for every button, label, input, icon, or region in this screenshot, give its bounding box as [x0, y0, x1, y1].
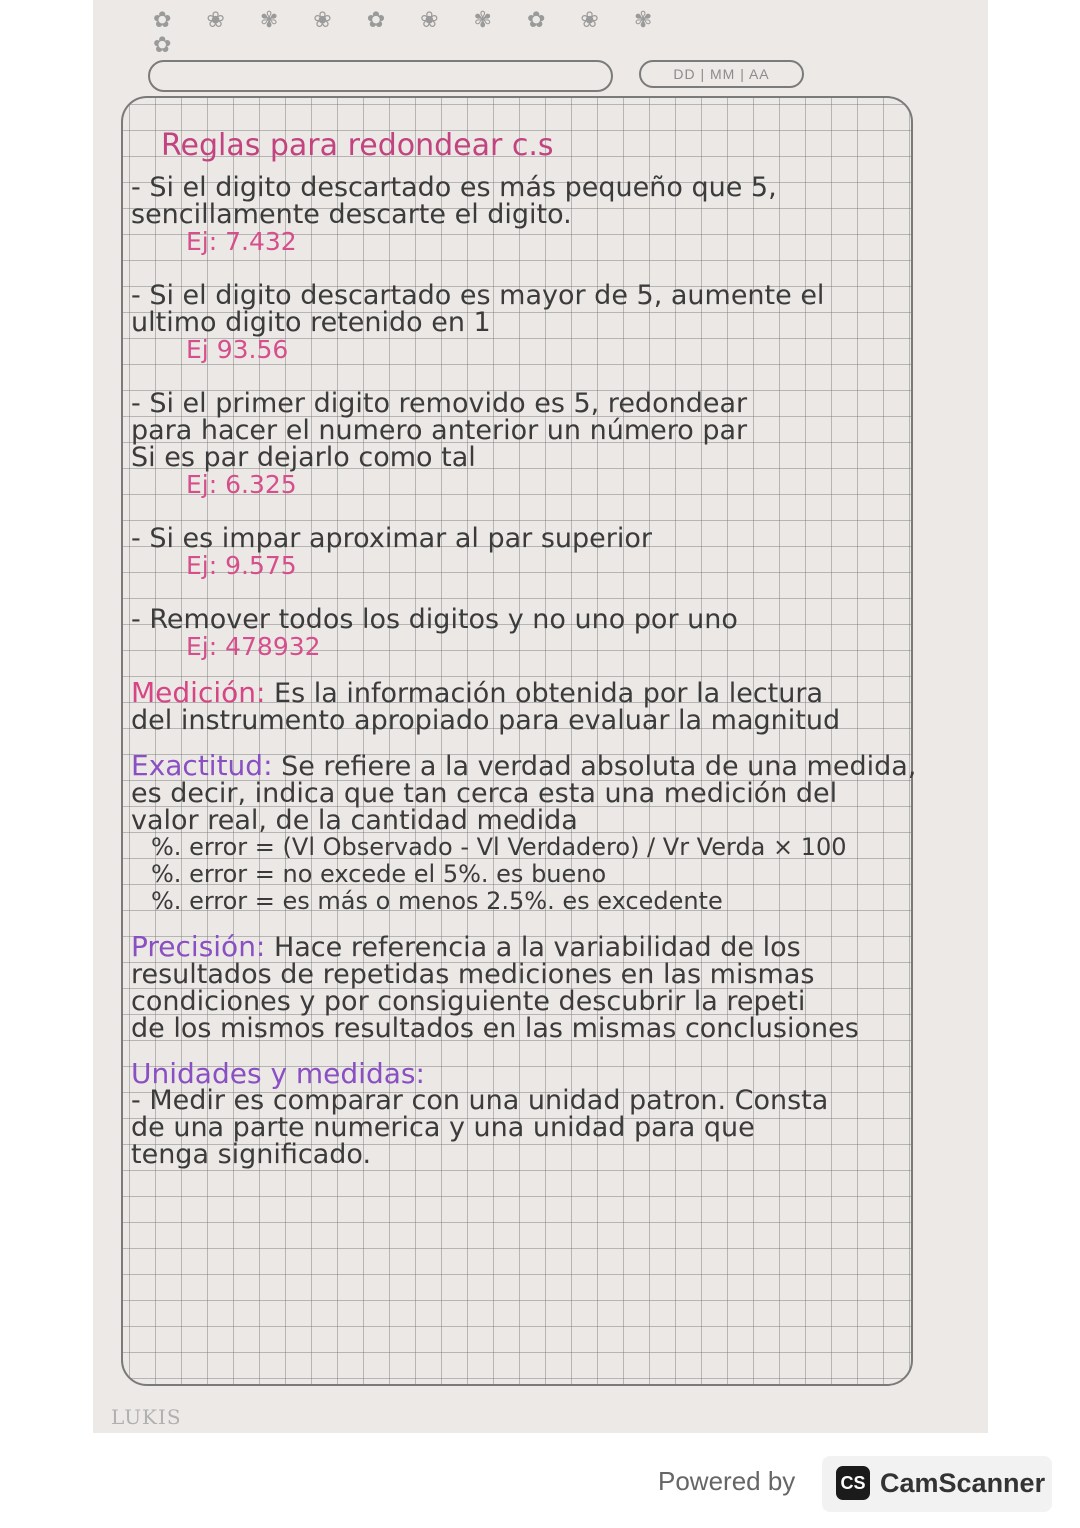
- medicion-line2: del instrumento apropiado para evaluar la magnitud: [131, 705, 841, 736]
- exactitud-line3: valor real, de la cantidad medida: [131, 805, 578, 836]
- error-excess: %. error = es más o menos 2.5%. es excedente: [151, 887, 723, 915]
- error-good: %. error = no excede el 5%. es bueno: [151, 860, 607, 888]
- flower-doodles: ✿ ❀ ✾ ❀ ✿ ❀ ✾ ✿ ❀ ✾ ✿: [153, 8, 667, 58]
- notes-title: Reglas para redondear c.s: [161, 128, 554, 163]
- camscanner-name: CamScanner: [880, 1468, 1046, 1498]
- rule1-line1: - Si el digito descartado es más pequeño que 5,: [131, 172, 777, 203]
- unidades-line3: tenga significado.: [131, 1139, 372, 1170]
- precision-term: Precisión:: [131, 930, 266, 963]
- notebook-page: [93, 0, 988, 1433]
- camscanner-logo-icon: CS: [836, 1466, 870, 1500]
- exactitud-term: Exactitud:: [131, 749, 273, 782]
- exactitud-line1: [131, 749, 917, 782]
- precision-line1: [131, 930, 911, 963]
- date-box: DD | MM | AA: [639, 60, 804, 88]
- unidades-term: Unidades y medidas:: [131, 1057, 425, 1090]
- medicion-definition: Es la información obtenida por la lectura: [265, 678, 824, 709]
- medicion-term: Medición:: [131, 676, 266, 709]
- unidades-line2: de una parte numerica y una unidad para que: [131, 1112, 755, 1143]
- rule4-example: Ej: 9.575: [186, 551, 297, 580]
- precision-line3: condiciones y por consiguiente descubrir la repeti: [131, 986, 806, 1017]
- rule4-line1: - Si es impar aproximar al par superior: [131, 523, 653, 554]
- handwritten-notes: [131, 128, 917, 1170]
- precision-line2: resultados de repetidas mediciones en las mismas: [131, 959, 815, 990]
- rule2-line2: ultimo digito retenido en 1: [131, 307, 491, 338]
- unidades-line1: - Medir es comparar con una unidad patron. Consta: [131, 1085, 829, 1116]
- rule3-line1: - Si el primer digito removido es 5, redondear: [131, 388, 748, 419]
- rule3-example: Ej: 6.325: [186, 470, 297, 499]
- title-bar-field: [148, 60, 613, 92]
- rule5-example: Ej: 478932: [186, 632, 321, 661]
- camscanner-badge[interactable]: [822, 1456, 1052, 1512]
- rule3-line3: Si es par dejarlo como tal: [131, 442, 476, 473]
- rule1-example: Ej: 7.432: [186, 227, 297, 256]
- rule1-line2: sencillamente descarte el digito.: [131, 199, 572, 230]
- rule2-line1: - Si el digito descartado es mayor de 5, aumente el: [131, 280, 825, 311]
- precision-line4: de los mismos resultados en las mismas conclusiones: [131, 1013, 859, 1044]
- brand-mark: LUKIS: [111, 1405, 182, 1429]
- exactitud-line2: es decir, indica que tan cerca esta una medición del: [131, 778, 838, 809]
- rule2-example: Ej 93.56: [186, 335, 289, 364]
- rule3-line2: para hacer el numero anterior un número par: [131, 415, 748, 446]
- powered-by-label: Powered by: [658, 1466, 796, 1496]
- precision-definition: Hace referencia a la variabilidad de los: [265, 932, 801, 963]
- medicion-line1: [131, 676, 911, 709]
- error-formula: %. error = (Vl Observado - Vl Verdadero) / Vr Verda × 100: [151, 833, 847, 861]
- exactitud-definition: Se refiere a la verdad absoluta de una medida,: [272, 751, 917, 782]
- rule5-line1: - Remover todos los digitos y no uno por uno: [131, 604, 738, 635]
